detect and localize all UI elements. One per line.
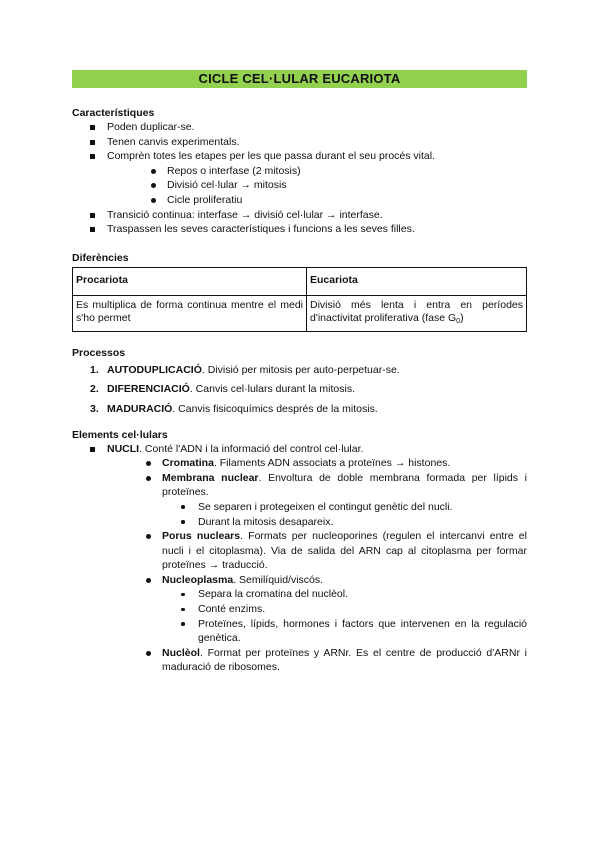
subscript: 0 bbox=[456, 317, 461, 325]
square-bullet-icon bbox=[90, 447, 95, 452]
list-item: Tenen canvis experimentals. bbox=[72, 135, 527, 150]
list-item: Conté enzims. bbox=[162, 602, 527, 617]
list-item: Transició continua: interfase → divisió cel·lular → interfase. bbox=[72, 208, 527, 223]
round-bullet-icon bbox=[146, 578, 151, 583]
page-title: CICLE CEL·LULAR EUCARIOTA bbox=[72, 70, 527, 88]
round-bullet-icon bbox=[146, 461, 151, 466]
round-bullet-icon bbox=[146, 476, 151, 481]
list-item: Se separen i protegeixen el contingut genètic del nucli. bbox=[162, 500, 527, 515]
small-bullet-icon bbox=[181, 608, 185, 612]
list-item: 2. DIFERENCIACIÓ. Canvis cel·lulars durant la mitosis. bbox=[90, 383, 355, 396]
list-item: Nucleoplasma. Semilíquid/viscós. Separa la cromatina del nuclèol. Conté enzims. Proteïnes, lípids, hormones i factors que intervenen en la regulació genètica. bbox=[127, 573, 527, 646]
list-item: Cromatina. Filaments ADN associats a proteïnes → histones. bbox=[127, 456, 527, 471]
list-item: Membrana nuclear. Envoltura de doble membrana formada per lípids i proteïnes. Se separen i protegeixen el contingut genètic del nucli. Durant la mitosis desapareix. bbox=[127, 471, 527, 529]
list-item: Repos o interfase (2 mitosis) bbox=[132, 164, 527, 179]
list-item: Traspassen les seves característiques i funcions a les seves filles. bbox=[72, 222, 527, 237]
header-eucariota: Eucariota bbox=[307, 267, 527, 295]
diferencies-heading: Diferències bbox=[72, 251, 129, 264]
small-bullet-icon bbox=[181, 622, 185, 626]
list-item: Nuclèol. Format per proteïnes y ARNr. Es el centre de producció d'ARNr i maduració de ribosomes. bbox=[127, 646, 527, 675]
list-item: Durant la mitosis desapareix. bbox=[162, 515, 527, 530]
table-row bbox=[73, 295, 527, 331]
list-item: Divisió cel·lular → mitosis bbox=[132, 178, 527, 193]
document-page bbox=[72, 70, 527, 675]
caracteristiques-heading: Característiques bbox=[72, 107, 155, 119]
square-bullet-icon bbox=[90, 154, 95, 159]
square-bullet-icon bbox=[90, 125, 95, 130]
processos-list bbox=[72, 363, 527, 417]
square-bullet-icon bbox=[90, 227, 95, 232]
round-bullet-icon bbox=[151, 169, 156, 174]
square-bullet-icon bbox=[90, 213, 95, 218]
list-item: 1. AUTODUPLICACIÓ. Divisió per mitosis per auto-perpetuar-se. bbox=[90, 363, 400, 376]
list-item: Poden duplicar-se. bbox=[72, 120, 527, 135]
list-item: Proteïnes, lípids, hormones i factors que intervenen en la regulació genètica. bbox=[162, 617, 527, 646]
small-bullet-icon bbox=[181, 505, 185, 509]
elements-heading: Elements cel·lulars bbox=[72, 428, 168, 441]
diferencies-table bbox=[72, 267, 527, 332]
table-header-row bbox=[73, 267, 527, 295]
elements-list bbox=[72, 442, 527, 676]
round-bullet-icon bbox=[151, 198, 156, 203]
membrana-sublist bbox=[162, 500, 527, 529]
nucli-sublist bbox=[127, 456, 527, 675]
list-item: Cicle proliferatiu bbox=[132, 193, 527, 208]
section-elements bbox=[72, 428, 527, 676]
caracteristiques-list bbox=[72, 120, 527, 237]
list-item: NUCLI. Conté l'ADN i la informació del control cel·lular. Cromatina. Filaments ADN associats a proteïnes → histones. Membrana nuclear. Envoltura de doble membrana formada per lípids i proteïnes. Se separen i protegeixen el contingut genètic del nucli. Durant la mitosis desapareix. Porus nuclears. Formats per nucleoporines (regulen el intercanvi entre el nucli i el citoplasma). Via de salida del ARN cap al citoplasma per formar proteïnes → traducció. Nucleoplasma. Semilíquid/viscós. Separa la cromatina del nuclèol. Conté enzims. Proteïnes, lípids, hormones i factors que intervenen en la regulació genètica. Nuclèol. Format per proteïnes y ARNr. Es el centre de producció d'ARNr i maduració de ribosomes. bbox=[72, 442, 527, 676]
processos-heading: Processos bbox=[72, 346, 126, 359]
etapes-sublist bbox=[132, 164, 527, 208]
list-item: Separa la cromatina del nuclèol. bbox=[162, 587, 527, 602]
cell-procariota: Es multiplica de forma continua mentre el medi s'ho permet bbox=[73, 295, 307, 331]
list-item: Comprèn totes les etapes per les que passa durant el seu procés vital. Repos o interfase (2 mitosis) Divisió cel·lular → mitosis Cicle proliferatiu bbox=[72, 149, 527, 207]
round-bullet-icon bbox=[151, 183, 156, 188]
small-bullet-icon bbox=[181, 520, 185, 524]
square-bullet-icon bbox=[90, 140, 95, 145]
round-bullet-icon bbox=[146, 534, 151, 539]
section-diferencies bbox=[72, 251, 527, 332]
round-bullet-icon bbox=[146, 651, 151, 656]
cell-eucariota: Divisió més lenta i entra en períodes d'inactivitat proliferativa (fase $G_0$) bbox=[307, 295, 527, 331]
list-item: 3. MADURACIÓ. Canvis fisicoquímics després de la mitosis. bbox=[90, 402, 378, 415]
list-item: Porus nuclears. Formats per nucleoporines (regulen el intercanvi entre el nucli i el citoplasma). Via de salida del ARN cap al citoplasma per formar proteïnes → traducció. bbox=[127, 529, 527, 573]
section-processos bbox=[72, 346, 527, 417]
small-bullet-icon bbox=[181, 593, 185, 597]
section-caracteristiques bbox=[72, 106, 527, 237]
nucleoplasma-sublist bbox=[162, 587, 527, 645]
header-procariota: Procariota bbox=[73, 267, 307, 295]
